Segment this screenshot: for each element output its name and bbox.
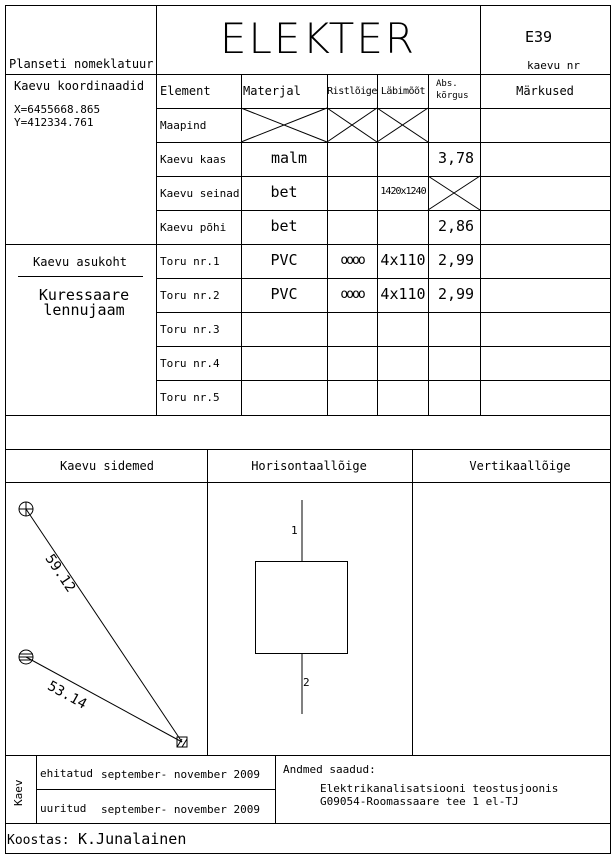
tie-line-1 — [26, 509, 182, 742]
header-notes: Märkused — [516, 84, 574, 98]
manhole-number: E39 — [525, 28, 553, 46]
row-walls-diameter: 1420x1240 — [380, 186, 426, 197]
horizontal-section-drawing — [256, 500, 348, 714]
author-name: K.Junalainen — [78, 830, 187, 848]
coordinate-x: X=6455668.865 — [14, 103, 101, 116]
row-bottom-height: 2,86 — [437, 217, 475, 235]
header-diameter: Läbimõõt — [380, 86, 426, 97]
row-bottom-element: Kaevu põhi — [160, 221, 227, 234]
manhole-number-label: kaevu nr — [527, 59, 580, 72]
row-lid-height: 3,78 — [437, 149, 475, 167]
built-value: september- november 2009 — [101, 768, 260, 781]
tie-distance-1: 59.12 — [41, 551, 79, 596]
row-bottom-material: bet — [270, 217, 298, 235]
tie-line-2 — [26, 657, 182, 742]
manhole-outline — [256, 562, 348, 654]
pipe-2-label: 2 — [303, 676, 310, 689]
coordinates-label: Kaevu koordinaadid — [14, 79, 145, 93]
location-line-1: Kuressaare — [38, 286, 130, 304]
row-pipe2-element: Toru nr.2 — [160, 289, 220, 302]
row-pipe1-height: 2,99 — [437, 251, 475, 269]
section-ties-title: Kaevu sidemed — [60, 459, 154, 473]
row-pipe1-material: PVC — [270, 251, 298, 269]
coordinate-y: Y=412334.761 — [14, 116, 94, 129]
header-element: Element — [160, 84, 211, 98]
header-height-line-1: Abs. — [436, 79, 458, 89]
row-pipe1-diameter: 4x110 — [380, 251, 426, 269]
pipe-1-label: 1 — [291, 524, 298, 537]
section-horizontal-title: Horisontaallõige — [251, 459, 367, 473]
row-lid-material: malm — [270, 149, 308, 167]
row-pipe5-element: Toru nr.5 — [160, 391, 220, 404]
author-label: Koostas: — [7, 833, 70, 848]
tie-distance-2: 53.14 — [44, 678, 90, 713]
row-pipe2-material: PVC — [270, 285, 298, 303]
row-walls-element: Kaevu seinad — [160, 187, 240, 200]
header-height-line-2: kõrgus — [436, 91, 469, 101]
location-line-2: lennujaam — [43, 301, 125, 319]
row-pipe2-section: oooo — [340, 287, 364, 302]
header-material: Materjal — [243, 84, 301, 98]
ties-drawing — [19, 502, 187, 747]
section-vertical-title: Vertikaallõige — [469, 459, 571, 473]
surveyed-value: september- november 2009 — [101, 803, 260, 816]
surveyed-label: uuritud — [40, 802, 87, 815]
row-ground-element: Maapind — [160, 119, 207, 132]
row-pipe1-section: oooo — [340, 253, 364, 268]
row-pipe2-height: 2,99 — [437, 285, 475, 303]
source-line-2: G09054-Roomassaare tee 1 el-TJ — [320, 795, 519, 808]
source-label: Andmed saadud: — [283, 763, 376, 776]
source-line-1: Elektrikanalisatsiooni teostusjoonis — [320, 782, 559, 795]
built-label: ehitatud — [40, 767, 93, 780]
row-pipe1-element: Toru nr.1 — [160, 255, 220, 268]
row-pipe3-element: Toru nr.3 — [160, 323, 220, 336]
row-pipe2-diameter: 4x110 — [380, 285, 426, 303]
row-pipe4-element: Toru nr.4 — [160, 357, 220, 370]
page-title: ELEKTER — [219, 14, 417, 63]
row-walls-material: bet — [270, 183, 298, 201]
manhole-label: Kaev — [12, 779, 25, 806]
row-lid-element: Kaevu kaas — [160, 153, 227, 166]
outer-border — [6, 6, 611, 854]
nomenclature-label: Planseti nomeklatuur — [9, 57, 154, 71]
header-cross-section: Ristlõige — [327, 86, 377, 97]
location-label: Kaevu asukoht — [33, 255, 127, 269]
